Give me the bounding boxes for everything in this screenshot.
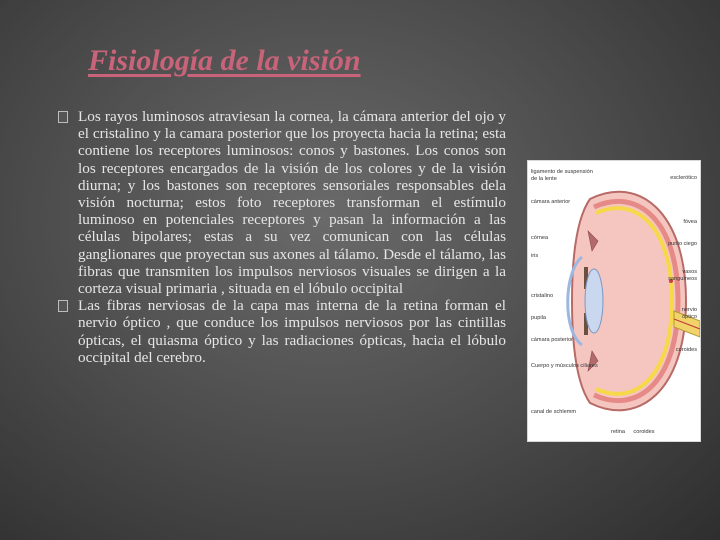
diagram-label: vasos (682, 269, 697, 275)
bullet-item (56, 297, 506, 366)
diagram-label: punto ciego (668, 241, 697, 247)
bullet-text: Las fibras nerviosas de la capa mas interna de la retina forman el nervio óptico , que conduce los impulsos nerviosos por las cintillas ópticas, el quiasma óptico y las radiaciones ópticas, hacia el lóbulo occipital del cerebro. (78, 297, 506, 366)
diagram-label: coroides (633, 429, 655, 435)
slide-body (56, 108, 506, 366)
diagram-label: nervio (681, 307, 697, 313)
slide-title: Fisiología de la visión (88, 44, 361, 77)
bottom-labels-group (611, 429, 655, 435)
bullet-item (56, 108, 506, 297)
diagram-label: ligamento de suspensión (531, 169, 593, 175)
diagram-label: óptico (682, 314, 697, 320)
diagram-label: cámara posterior (531, 337, 573, 343)
diagram-label: coroides (675, 347, 697, 353)
diagram-label: esclerótico (670, 175, 697, 181)
diagram-label: cámara anterior (531, 199, 571, 205)
diagram-label: córnea (531, 235, 549, 241)
diagram-label: de la lente (531, 176, 557, 182)
lens-shape (585, 269, 603, 333)
diagram-label: pupila (531, 315, 546, 321)
bullet-text: Los rayos luminosos atraviesan la cornea, la cámara anterior del ojo y el cristalino y la camara posterior que los proyecta hacia la retina; esta contiene los receptores luminosos: conos y bastones. Los conos son los receptores encargados de la visión de los colores y de la visión diurna; y los bastones son receptores sensoriales responsables dela visión nocturna; estos foto receptores transforman el estímulo luminoso en potenciales receptores y pasan la información a las células bipolares; estas a su vez comunican con las células ganglionares que proyectan sus axones al tálamo. Desde el tálamo, las fibras que transmiten los impulsos nerviosos visuales se dirigen a la corteza visual primaria , situada en el lóbulo occipital (78, 108, 506, 298)
diagram-label: canal de schlemm (531, 409, 577, 415)
diagram-label: sanguíneos (668, 276, 697, 282)
diagram-label: Cuerpo y músculos ciliares (531, 363, 598, 369)
diagram-label: iris (531, 253, 539, 259)
eye-diagram-svg (528, 161, 700, 441)
bullet-marker-icon (58, 300, 68, 312)
diagram-label: retina (611, 429, 625, 435)
diagram-label: fóvea (683, 219, 697, 225)
diagram-label: cristalino (531, 293, 554, 299)
bullet-marker-icon (58, 111, 68, 123)
eye-anatomy-diagram (527, 160, 701, 442)
